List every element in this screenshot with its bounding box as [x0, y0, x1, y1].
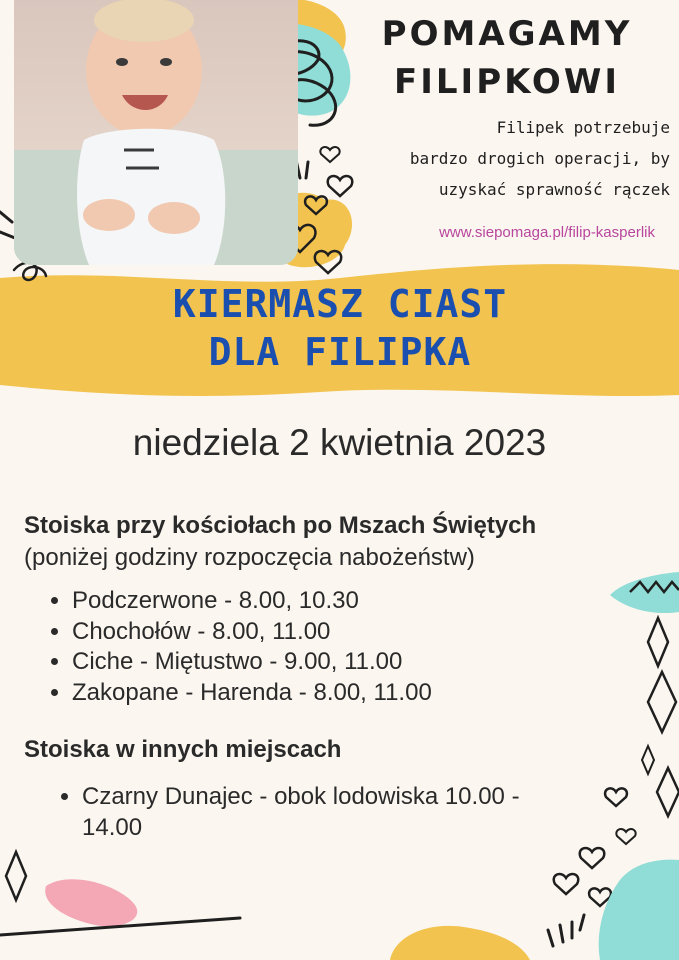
mint-blob-bottom — [599, 860, 679, 960]
event-title-line-2: DLA FILIPKA — [208, 330, 472, 374]
baby-illustration — [14, 0, 298, 265]
sparkle-icon — [648, 672, 676, 732]
list-item: • Ciche - Miętustwo - 9.00, 11.00 — [72, 647, 432, 678]
heart-icon — [580, 848, 605, 868]
description-line-1: Filipek potrzebuje — [496, 118, 670, 137]
description — [340, 112, 670, 205]
yellow-blob-bottom — [390, 926, 530, 960]
sparkle-icon — [657, 768, 679, 816]
section-churches-note: (poniżej godziny rozpoczęcia nabożeństw) — [24, 544, 475, 571]
list-item: • Zakopane - Harenda - 8.00, 11.00 — [72, 678, 432, 709]
pink-blob-bottom — [45, 879, 137, 926]
description-line-3: uzyskać sprawność rączek — [438, 180, 670, 199]
sparkle-icon — [642, 746, 654, 774]
heart-icon — [320, 147, 339, 162]
heart-icon — [605, 788, 627, 806]
sparkle-icon — [648, 618, 668, 666]
sparkle-icon — [6, 852, 26, 900]
list-item: • Czarny Dunajec - obok lodowiska 10.00 - 14.00 — [82, 782, 582, 843]
section-churches-heading: Stoiska przy kościołach po Mszach Świętych — [24, 512, 537, 539]
list-item: • Podczerwone - 8.00, 10.30 — [72, 586, 432, 617]
other-locations-list — [60, 782, 582, 843]
heart-icon — [616, 829, 635, 844]
section-other-heading: Stoiska w innych miejscach — [24, 736, 342, 763]
description-line-2: bardzo drogich operacji, by — [409, 149, 670, 168]
mint-blob-right — [610, 572, 679, 613]
list-item: • Chochołów - 8.00, 11.00 — [72, 617, 432, 648]
headline-line-1: POMAGAMY — [381, 14, 633, 54]
dash-lines-bottom — [548, 915, 584, 946]
heart-icon — [554, 874, 579, 894]
headline-line-2: FILIPKOWI — [394, 62, 620, 102]
baby-photo — [14, 0, 298, 265]
church-locations-list — [50, 586, 432, 708]
fundraiser-link[interactable]: www.siepomaga.pl/filip-kasperlik — [439, 224, 655, 241]
headline — [352, 10, 662, 106]
event-title-line-1: KIERMASZ CIAST — [172, 282, 508, 326]
event-date: niedziela 2 kwietnia 2023 — [132, 422, 547, 463]
event-title — [110, 280, 570, 376]
